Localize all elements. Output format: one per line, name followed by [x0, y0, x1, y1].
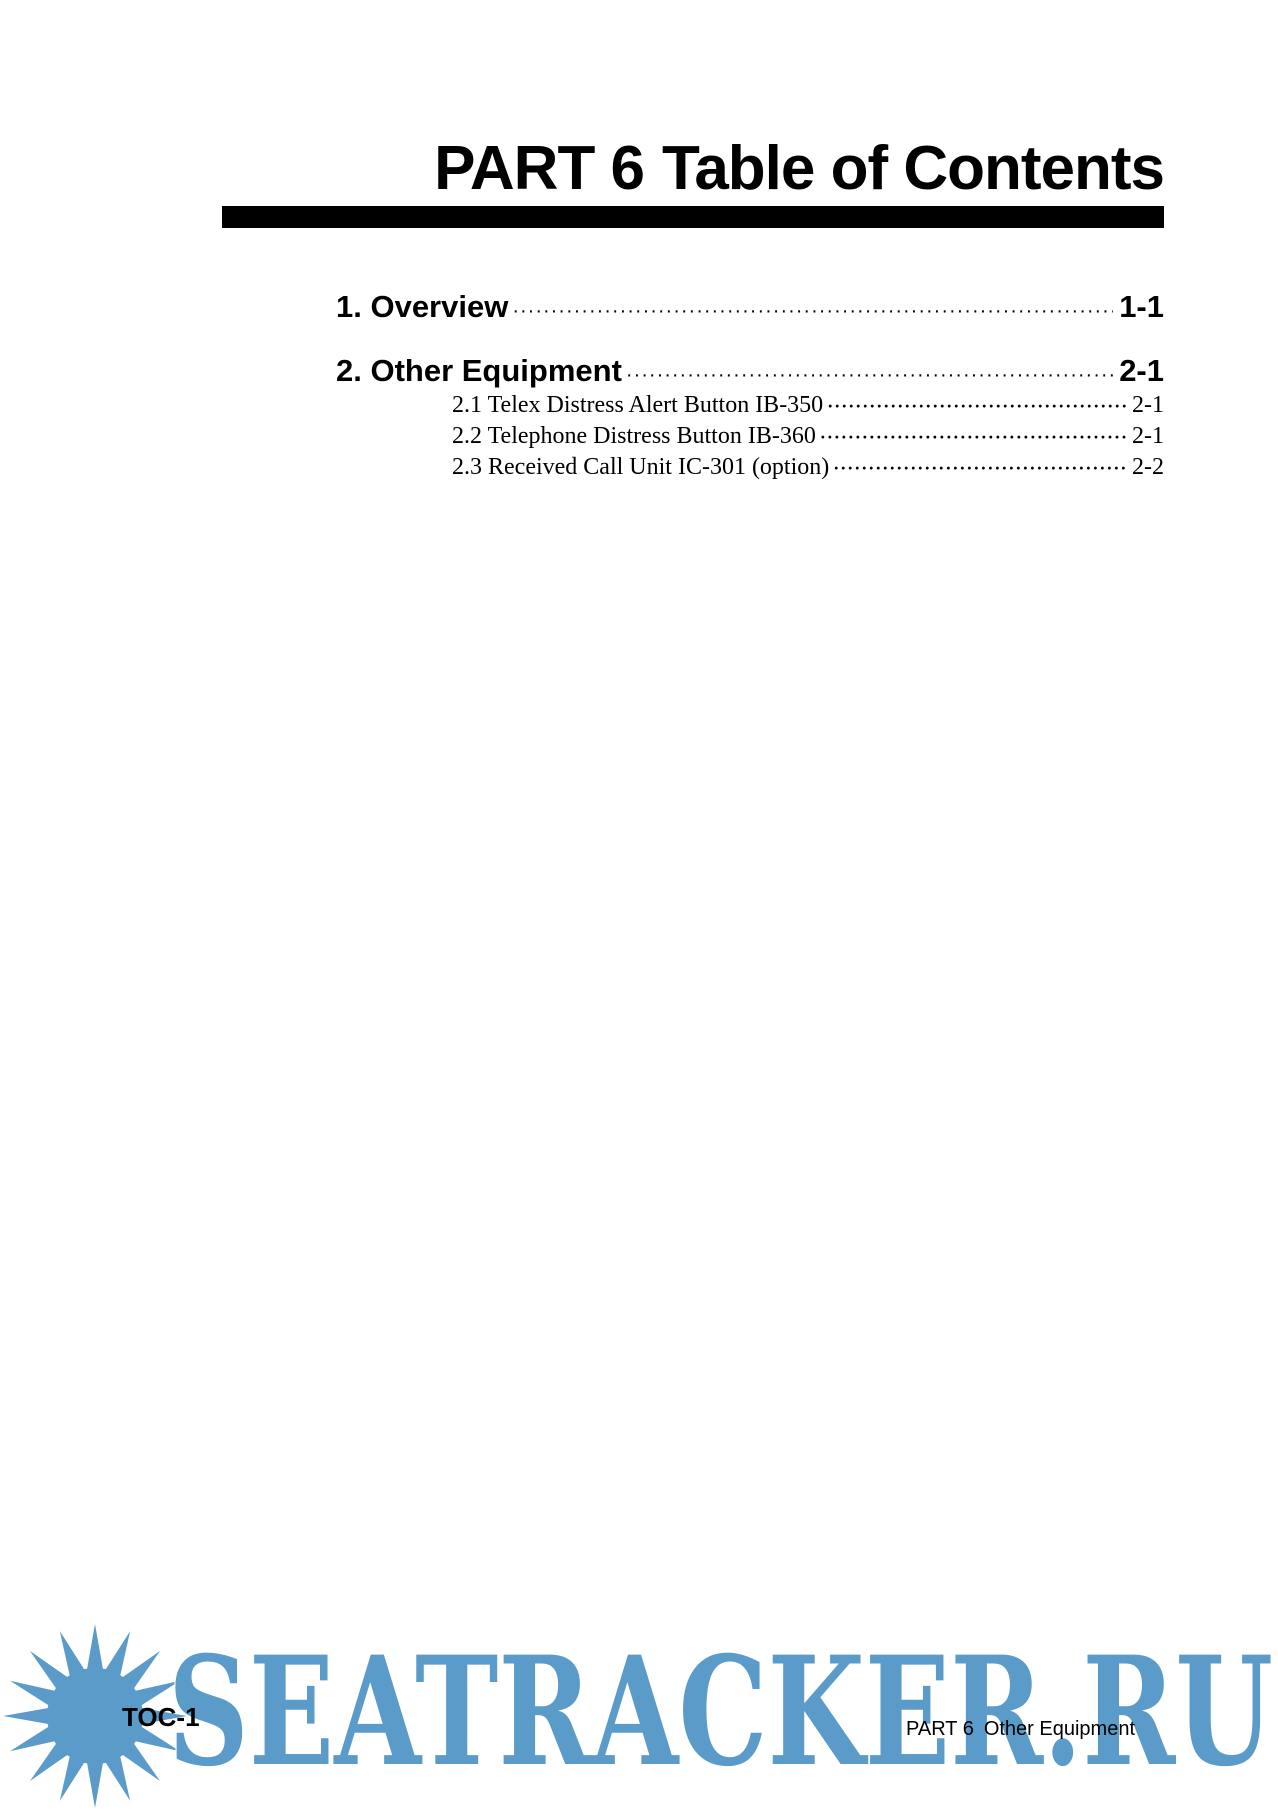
toc-entry-label: 2. Other Equipment: [336, 353, 622, 388]
title-rule: [222, 206, 1164, 228]
toc-entry-page: 2-1: [1119, 353, 1164, 388]
toc-subentry-2-2[interactable]: [336, 421, 1164, 452]
dot-leader: [827, 391, 1126, 422]
dot-leader: [512, 292, 1113, 330]
dot-leader: [626, 356, 1113, 394]
watermark-text: SEATRACKER.RU: [168, 1624, 1273, 1800]
footer-section-name: Other Equipment: [983, 1718, 1136, 1740]
toc-subentry-2-3[interactable]: [336, 452, 1164, 483]
toc-entry-page: 2-1: [1132, 423, 1164, 449]
watermark-logo: [168, 1624, 1273, 1800]
toc-entry-overview[interactable]: [336, 288, 1164, 326]
toc-entry-label: 2.3 Received Call Unit IC-301 (option): [452, 454, 830, 480]
toc-list: [336, 288, 1164, 483]
toc-entry-page: 1-1: [1119, 289, 1164, 324]
toc-entry-label: 1. Overview: [336, 289, 509, 324]
dot-leader: [833, 453, 1126, 484]
part-label: PART 6: [434, 134, 645, 203]
toc-subentry-2-1[interactable]: [336, 390, 1164, 421]
footer-page-id: TOC-1: [122, 1702, 200, 1732]
toc-entry-page: 2-1: [1132, 392, 1164, 418]
footer-part-label: PART 6: [906, 1718, 974, 1740]
page-title: [222, 134, 1164, 203]
toc-entry-page: 2-2: [1132, 454, 1164, 480]
title-text: Table of Contents: [662, 134, 1164, 203]
dot-leader: [820, 422, 1126, 453]
toc-entry-label: 2.1 Telex Distress Alert Button IB-350: [452, 392, 824, 418]
footer-section: [906, 1718, 1135, 1741]
toc-entry-other-equipment[interactable]: [336, 352, 1164, 390]
toc-entry-label: 2.2 Telephone Distress Button IB-360: [452, 423, 816, 449]
